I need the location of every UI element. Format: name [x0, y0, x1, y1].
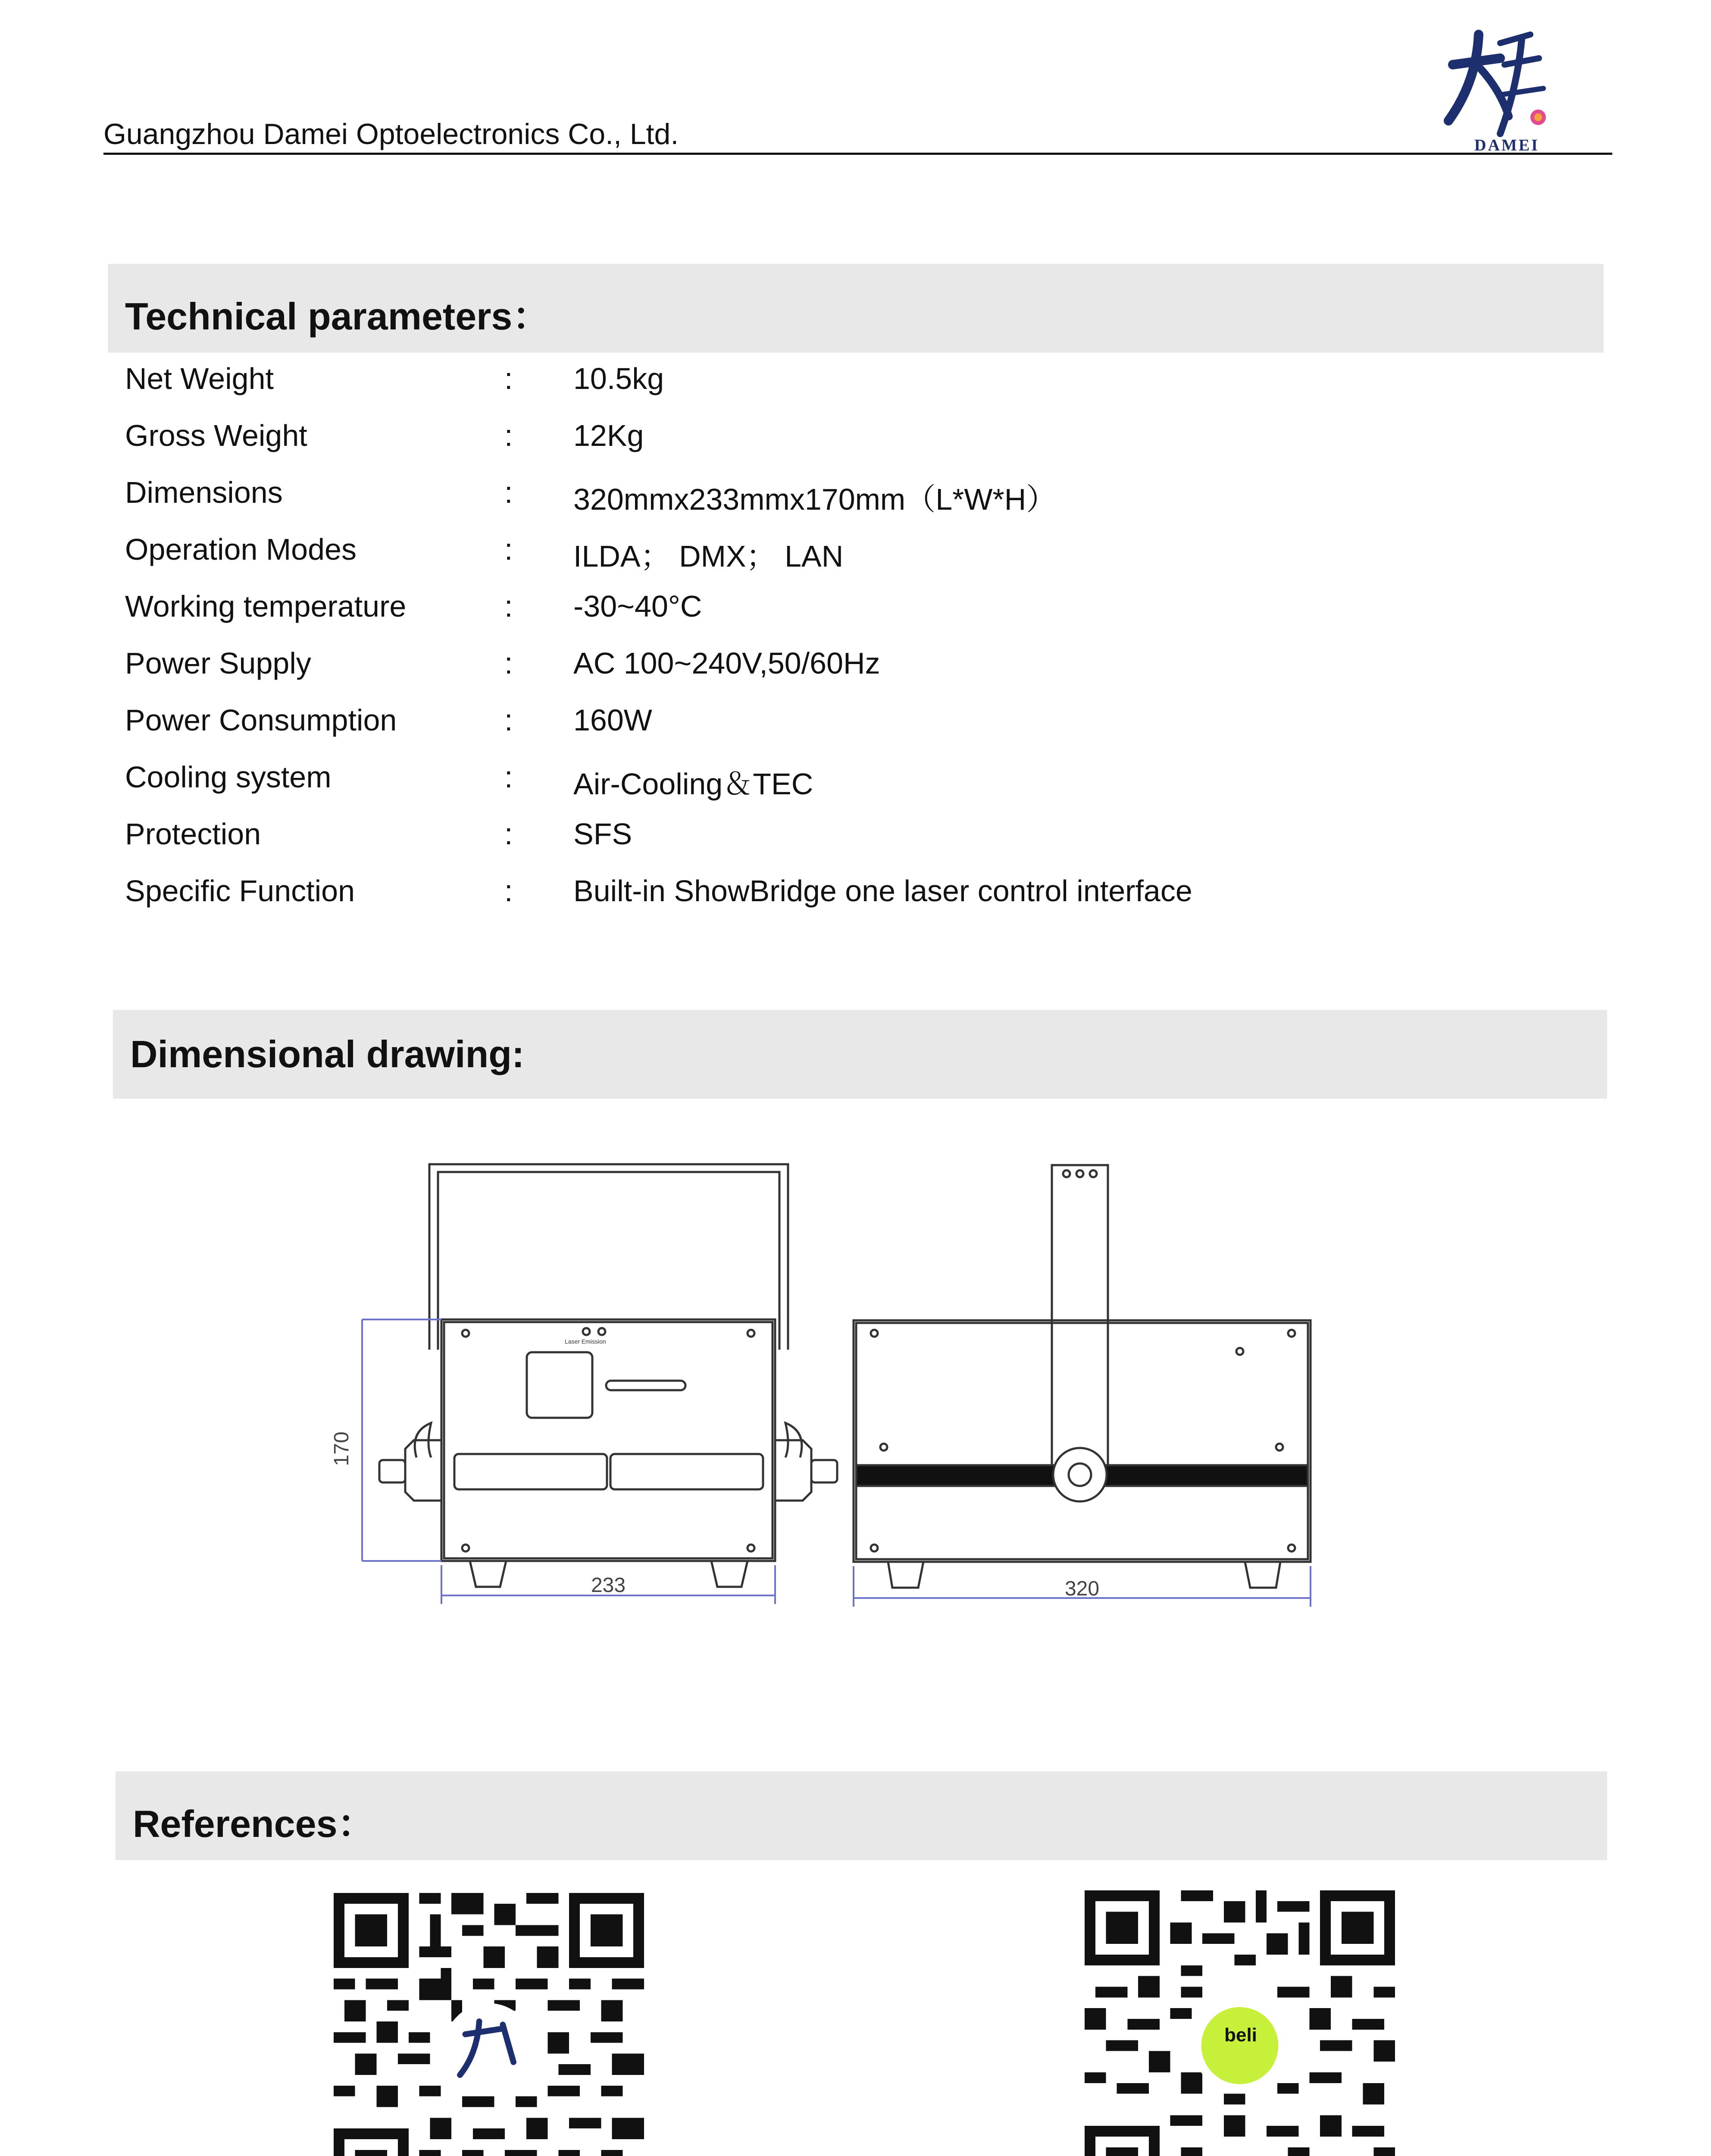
panel-label: Laser Emission	[565, 1338, 606, 1345]
param-colon: :	[504, 874, 513, 908]
param-colon: :	[504, 419, 513, 452]
param-value: ILDA； DMX； LAN	[573, 539, 844, 573]
param-row-operation-modes	[125, 532, 1591, 589]
param-row-power-supply	[125, 646, 1591, 703]
param-value: 10.5kg	[573, 362, 664, 395]
param-label: Power Supply	[125, 646, 311, 680]
damei-logo-icon	[1436, 17, 1556, 155]
technical-parameters-header	[108, 264, 1604, 353]
param-row-dimensions	[125, 475, 1591, 532]
references-header	[116, 1771, 1607, 1860]
param-colon: :	[504, 760, 513, 794]
param-value: 160W	[573, 703, 652, 737]
beli-badge-text: beli	[1224, 2024, 1257, 2046]
param-label: Dimensions	[125, 476, 283, 509]
param-label: Operation Modes	[125, 533, 357, 566]
param-value: Built-in ShowBridge one laser control interface	[573, 874, 1192, 908]
param-label: Working temperature	[125, 589, 407, 623]
param-row-protection	[125, 817, 1591, 874]
param-colon: :	[504, 476, 513, 509]
qr-code-lighting-interaction[interactable]	[334, 1893, 644, 2156]
param-label: Specific Function	[125, 874, 355, 908]
param-label: Cooling system	[125, 760, 332, 794]
param-colon: :	[504, 646, 513, 680]
param-value: 320mmx233mmx170mm（L*W*H）	[573, 483, 1057, 516]
param-row-working-temperature	[125, 589, 1591, 646]
damei-logo-text: DAMEI	[1474, 136, 1539, 154]
param-colon: :	[504, 533, 513, 566]
dim-height-label: 170	[330, 1431, 353, 1467]
dimensional-drawing-header	[113, 1010, 1607, 1099]
param-value: 12Kg	[573, 419, 644, 452]
dimensional-drawing-title: Dimensional drawing:	[130, 1033, 525, 1075]
param-label: Gross Weight	[125, 419, 307, 452]
param-row-specific-function	[125, 874, 1591, 931]
param-row-gross-weight	[125, 418, 1591, 475]
references-title: References：	[133, 1802, 375, 1845]
header-divider	[103, 153, 1612, 155]
qr-code-beli-software[interactable]	[1085, 1890, 1395, 2156]
param-label: Power Consumption	[125, 703, 397, 737]
param-colon: :	[504, 817, 513, 851]
param-colon: :	[504, 703, 513, 737]
param-value: SFS	[573, 817, 632, 851]
front-view	[379, 1164, 837, 1587]
dim-length-label: 320	[1064, 1577, 1100, 1600]
param-value: Air-Cooling＆TEC	[573, 767, 813, 801]
dimensional-drawing	[328, 1147, 1336, 1613]
dim-width-label: 233	[591, 1574, 626, 1597]
param-label: Protection	[125, 817, 261, 851]
param-label: Net Weight	[125, 362, 274, 395]
param-row-cooling-system	[125, 760, 1591, 817]
technical-parameters-title: Technical parameters：	[125, 295, 551, 338]
param-value: -30~40°C	[573, 589, 702, 623]
param-row-net-weight	[125, 361, 1591, 418]
param-colon: :	[504, 589, 513, 623]
company-name: Guangzhou Damei Optoelectronics Co., Ltd.	[103, 118, 679, 150]
side-view	[854, 1165, 1311, 1588]
param-colon: :	[504, 362, 513, 395]
param-row-power-consumption	[125, 703, 1591, 760]
param-value: AC 100~240V,50/60Hz	[573, 646, 880, 680]
